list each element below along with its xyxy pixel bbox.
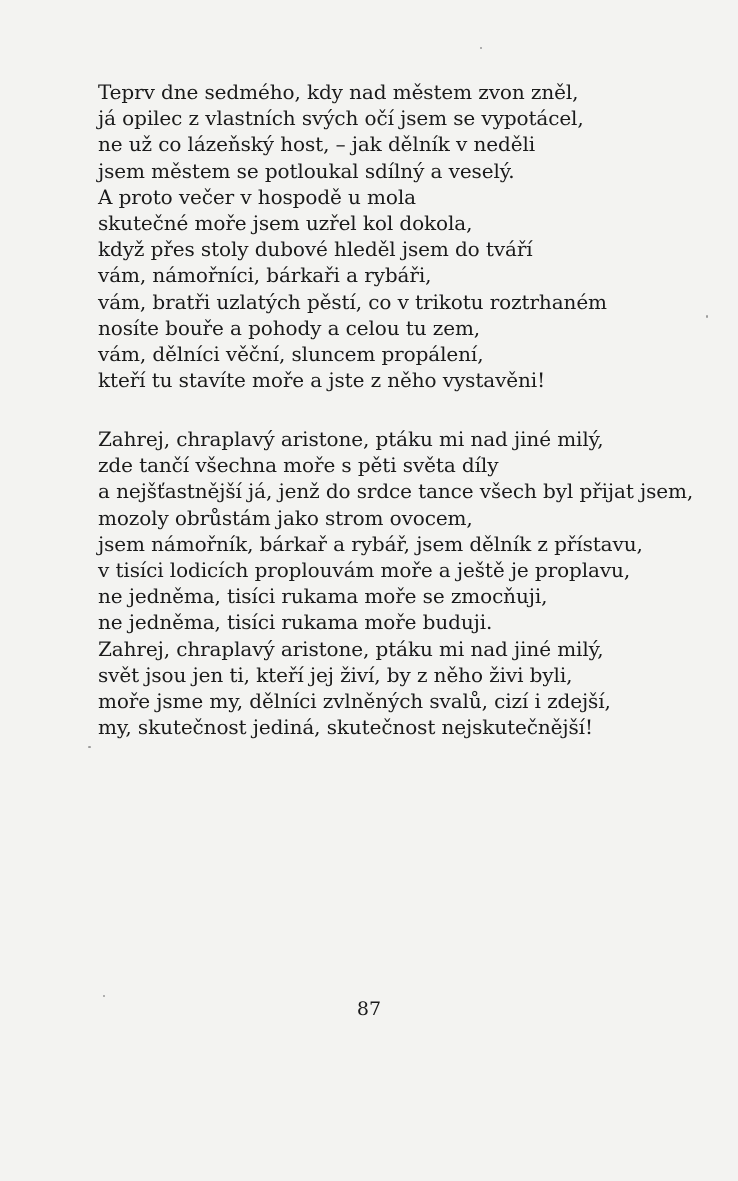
- poem-line: skutečné moře jsem uzřel kol dokola,: [98, 211, 473, 236]
- poem-line: zde tančí všechna moře s pěti světa díly: [98, 453, 499, 478]
- paper-speck: [706, 315, 708, 318]
- poem-line: já opilec z vlastních svých očí jsem se vypotácel,: [98, 106, 584, 131]
- poem-line: Zahrej, chraplavý aristone, ptáku mi nad jiné milý,: [98, 636, 604, 661]
- poem-line: my, skutečnost jediná, skutečnost nejskutečnější!: [98, 715, 593, 740]
- poem-line: v tisíci lodicích proplouvám moře a ještě je proplavu,: [98, 558, 631, 583]
- poem-line: Zahrej, chraplavý aristone, ptáku mi nad jiné milý,: [98, 427, 604, 451]
- paper-speck: [103, 995, 105, 997]
- paper-speck: [88, 746, 91, 748]
- poem-line: vám, námořníci, bárkaři a rybáři,: [98, 263, 432, 288]
- poem-line: nosíte bouře a pohody a celou tu zem,: [98, 315, 481, 340]
- poem-line: ne už co lázeňský host, – jak dělník v neděli: [98, 132, 536, 157]
- poem-line: moře jsme my, dělníci zvlněných svalů, cizí i zdejší,: [98, 689, 611, 714]
- poem-line: když přes stoly dubové hleděl jsem do tváří: [98, 237, 533, 262]
- poem-line: A proto večer v hospodě u mola: [98, 184, 416, 209]
- poem-line: ne jedněma, tisíci rukama moře se zmocňuji,: [98, 584, 548, 609]
- poem-line: ne jedněma, tisíci rukama moře buduji.: [98, 610, 493, 635]
- poem-line: kteří tu stavíte moře a jste z něho vystavěni!: [98, 368, 546, 393]
- page-number: 87: [356, 998, 382, 1020]
- paper-speck: [480, 47, 482, 49]
- poem-line: mozoly obrůstám jako strom ovocem,: [98, 505, 473, 530]
- poem-stanza-2: [98, 426, 693, 740]
- poem-line: svět jsou jen ti, kteří jej živí, by z něho živi byli,: [98, 662, 573, 687]
- poem-line: jsem městem se potloukal sdílný a veselý.: [98, 158, 515, 183]
- poem-line: vám, dělníci věční, sluncem propálení,: [98, 342, 484, 367]
- poem-line: jsem námořník, bárkař a rybář, jsem dělník z přístavu,: [98, 531, 643, 556]
- poem-line: vám, bratři uzlatých pěstí, co v trikotu roztrhaném: [98, 289, 607, 314]
- poem-line: Teprv dne sedmého, kdy nad městem zvon zněl,: [98, 80, 579, 104]
- poem-stanza-1: [98, 79, 607, 393]
- poem-line: a nejšťastnější já, jenž do srdce tance všech byl přijat jsem,: [98, 479, 694, 504]
